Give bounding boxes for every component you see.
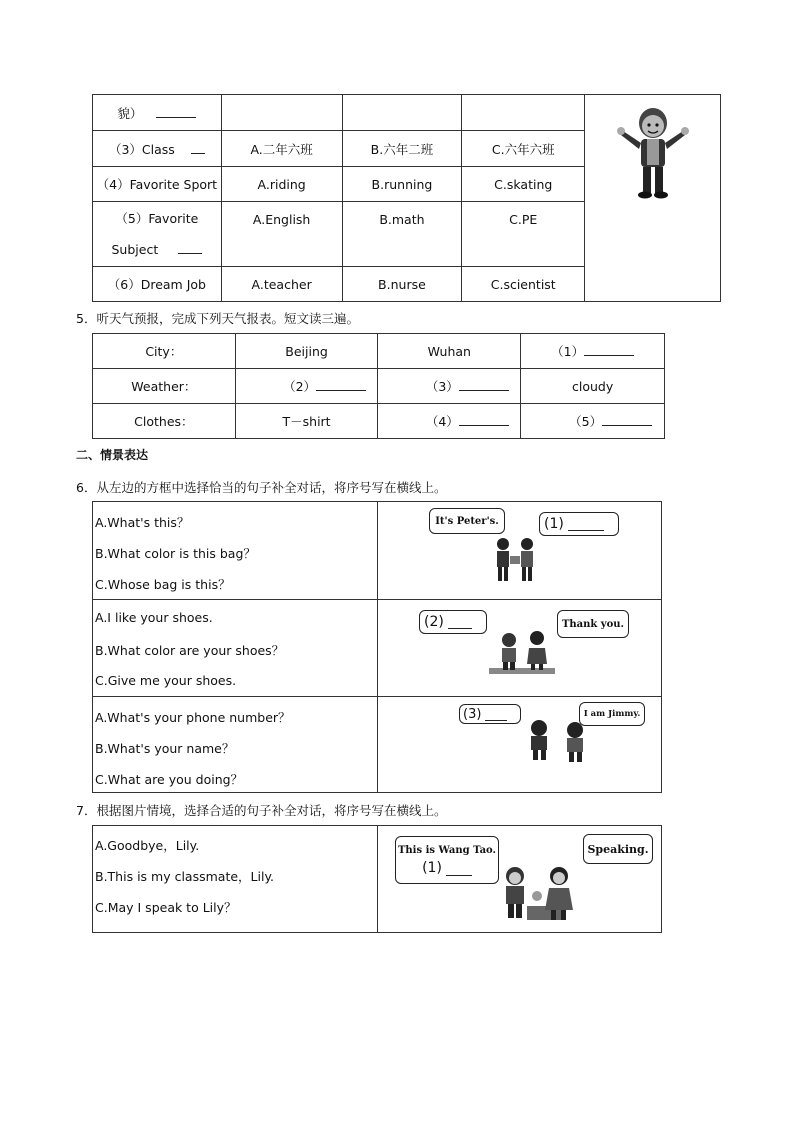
q7-option: A.Goodbye，Lily.	[95, 838, 200, 853]
speech-bubble: Thank you.	[557, 610, 629, 638]
profile-row-label: （4）Favorite Sport	[93, 167, 222, 202]
weather-blank-cell: （2）	[235, 369, 378, 404]
q7-option: B.This is my classmate，Lily.	[95, 869, 275, 884]
weather-table	[92, 333, 665, 439]
children-illustration	[521, 716, 591, 764]
option-b: B.math	[342, 202, 462, 267]
q6-option: A.What's your phone number？	[95, 710, 291, 725]
q5-heading: 5．听天气预报，完成下列天气报表。短文读三遍。	[76, 311, 359, 326]
profile-row-label: （3）Class	[93, 131, 222, 167]
option-b: B.六年二班	[342, 131, 462, 167]
weather-blank-cell: （5）	[521, 404, 665, 439]
children-illustration	[487, 534, 547, 584]
weather-header-clothes: Clothes：	[93, 404, 236, 439]
answer-blank[interactable]	[448, 616, 472, 629]
option-c: C.六年六班	[462, 131, 585, 167]
weather-cell: Wuhan	[378, 334, 521, 369]
option-a: A.二年六班	[221, 131, 342, 167]
q6-option: B.What's your name？	[95, 741, 235, 756]
q6-option: C.Whose bag is this？	[95, 577, 231, 592]
q7-option: C.May I speak to Lily？	[95, 900, 237, 915]
answer-blank[interactable]	[178, 241, 202, 254]
option-b: B.running	[342, 167, 462, 202]
answer-bubble	[419, 610, 487, 634]
section-heading: 二、情景表达	[76, 448, 149, 462]
option-c: C.PE	[462, 202, 585, 267]
weather-blank-cell: （4）	[378, 404, 521, 439]
weather-header-city: City：	[93, 334, 236, 369]
answer-bubble	[539, 512, 619, 536]
q6-option: B.What color is this bag？	[95, 546, 256, 561]
q6-option: C.What are you doing？	[95, 772, 244, 787]
option-c: C.scientist	[462, 267, 585, 302]
q6-option: B.What color are your shoes？	[95, 643, 285, 658]
q6-heading: 6．从左边的方框中选择恰当的句子补全对话，将序号写在横线上。	[76, 480, 447, 495]
q6-option: C.Give me your shoes.	[95, 673, 237, 688]
speech-bubble: It's Peter's.	[429, 508, 505, 534]
profile-row-label: 貌）	[93, 95, 222, 131]
q6-option: A.I like your shoes.	[95, 610, 213, 625]
answer-blank[interactable]	[459, 413, 509, 426]
option-a: A.teacher	[221, 267, 342, 302]
answer-blank[interactable]	[316, 378, 366, 391]
answer-blank-label: (1)	[544, 516, 564, 532]
answer-bubble	[459, 704, 521, 724]
answer-blank[interactable]	[459, 378, 509, 391]
children-illustration	[487, 628, 557, 676]
q7-heading: 7．根据图片情境，选择合适的句子补全对话，将序号写在横线上。	[76, 803, 447, 818]
answer-blank[interactable]	[584, 343, 634, 356]
weather-blank-cell: （1）	[521, 334, 665, 369]
speech-bubble	[395, 836, 499, 884]
weather-cell: cloudy	[521, 369, 665, 404]
answer-blank[interactable]	[446, 863, 472, 876]
q6-option: A.What's this？	[95, 515, 190, 530]
answer-blank[interactable]	[568, 518, 604, 531]
profile-row-label: （6）Dream Job	[93, 267, 222, 302]
answer-blank[interactable]	[602, 413, 652, 426]
boy-picture-cell	[585, 95, 721, 302]
profile-table	[92, 94, 721, 302]
speech-bubble: Speaking.	[583, 834, 653, 864]
weather-cell: Beijing	[235, 334, 378, 369]
profile-row-label: （5）Favorite Subject	[93, 202, 222, 267]
option-a: A.English	[221, 202, 342, 267]
weather-cell: T－shirt	[235, 404, 378, 439]
answer-blank-label: (3)	[463, 706, 482, 722]
option-a: A.riding	[221, 167, 342, 202]
weather-blank-cell: （3）	[378, 369, 521, 404]
phone-call-illustration	[497, 860, 587, 922]
answer-blank-label: (2)	[424, 614, 444, 630]
q7-box	[92, 825, 662, 933]
bubble-text: This is Wang Tao.	[397, 844, 497, 856]
answer-blank-label: (1)	[422, 859, 442, 876]
boy-illustration	[613, 101, 693, 201]
answer-blank[interactable]	[156, 105, 196, 118]
q6-box	[92, 501, 662, 793]
weather-header-weather: Weather：	[93, 369, 236, 404]
answer-blank[interactable]	[191, 141, 205, 154]
option-c: C.skating	[462, 167, 585, 202]
answer-blank[interactable]	[485, 708, 507, 721]
option-b: B.nurse	[342, 267, 462, 302]
speech-bubble: I am Jimmy.	[579, 702, 645, 726]
